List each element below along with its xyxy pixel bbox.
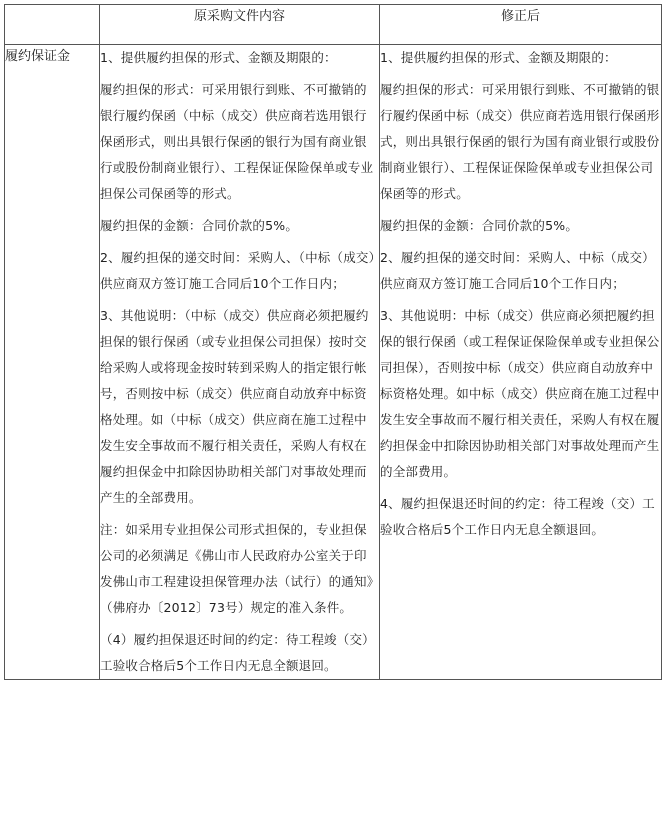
row-label-performance-bond: 履约保证金 <box>5 45 100 680</box>
original-paragraph: 3、其他说明：（中标（成交）供应商必须把履约担保的银行保函（或专业担保公司担保）按时交给采购人或将现金按时转到采购人的指定银行帐号，否则按中标（成交）供应商自动放弃中标资格处理。如（中标（成交）供应商在施工过程中发生安全事故而不履行相关责任，采购人有权在履约担保金中扣除因协助相关部门对事故处理而产生的全部费用。 <box>100 308 369 505</box>
original-paragraph: （4）履约担保退还时间的约定：待工程竣（交）工验收合格后5个工作日内无息全额退回。 <box>100 632 375 673</box>
revised-paragraph: 4、履约担保退还时间的约定：待工程竣（交）工验收合格后5个工作日内无息全额退回。 <box>380 496 655 537</box>
original-paragraph: 注：如采用专业担保公司形式担保的，专业担保公司的必须满足《佛山市人民政府办公室关于印发佛山市工程建设担保管理办法（试行）的通知》（佛府办〔2012〕73号）规定的准入条件。 <box>100 522 374 615</box>
original-paragraph: 履约担保的形式：可采用银行到账、不可撤销的银行履约保函（中标（成交）供应商若选用银行保函形式，则出具银行保函的银行为国有商业银行或股份制商业银行）、工程保证保险保单或专业担保公司保函等的形式。 <box>100 82 374 201</box>
revised-paragraph: 1、提供履约担保的形式、金额及期限的： <box>380 50 617 65</box>
header-original: 原采购文件内容 <box>100 5 380 45</box>
original-paragraph: 1、提供履约担保的形式、金额及期限的： <box>100 50 337 65</box>
header-blank-cell <box>5 5 100 45</box>
revised-paragraph: 履约担保的形式：可采用银行到账、不可撤销的银行履约保函中标（成交）供应商若选用银行保函形式，则出具银行保函的银行为国有商业银行或股份制商业银行）、工程保证保险保单或专业担保公司保函等的形式。 <box>380 82 660 201</box>
original-paragraph: 履约担保的金额：合同价款的5%。 <box>100 218 299 233</box>
comparison-table <box>4 4 662 680</box>
original-content-cell <box>100 45 380 680</box>
revised-paragraph: 履约担保的金额：合同价款的5%。 <box>380 218 579 233</box>
revised-content-cell <box>380 45 662 680</box>
content-row <box>5 45 662 680</box>
header-revised: 修正后 <box>380 5 662 45</box>
original-paragraph: 2、履约担保的递交时间：采购人、（中标（成交）供应商双方签订施工合同后10个工作日内； <box>100 250 376 291</box>
revised-paragraph: 3、其他说明：中标（成交）供应商必须把履约担保的银行保函（或工程保证保险保单或专业担保公司担保），否则按中标（成交）供应商自动放弃中标资格处理。如中标（成交）供应商在施工过程中发生安全事故而不履行相关责任，采购人有权在履约担保金中扣除因协助相关部门对事故处理而产生的全部费用。 <box>380 308 660 479</box>
revised-paragraph: 2、履约担保的递交时间：采购人、中标（成交）供应商双方签订施工合同后10个工作日内； <box>380 250 655 291</box>
header-row <box>5 5 662 45</box>
